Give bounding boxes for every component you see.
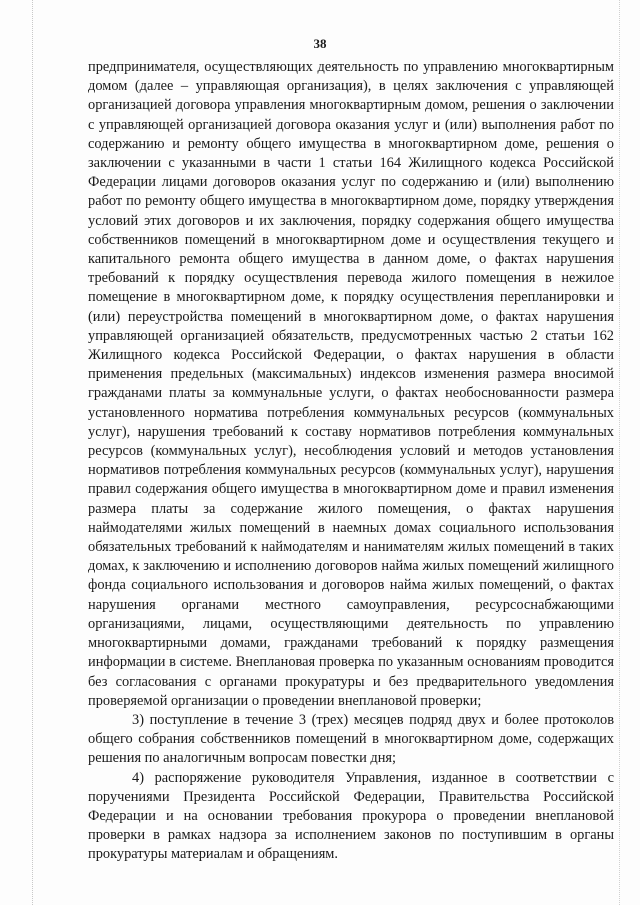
paragraph-continuation: предпринимателя, осуществляющих деятельность по управлению многоквартирным домом (далее – управляющая организация), в целях заключения с управляющей организацией договора управления многоквартирным домом, решения о заключении с управляющей организацией договора оказания услуг и (или) выполнения работ по содержанию и ремонту общего имущества в многоквартирном доме, решения о заключении с указанными в части 1 статьи 164 Жилищного кодекса Российской Федерации лицами договоров оказания услуг по содержанию и (или) выполнению работ по ремонту общего имущества в многоквартирном доме, порядку утверждения условий этих договоров и их заключения, порядку содержания общего имущества собственников помещений в многоквартирном доме и осуществления текущего и капитального ремонта общего имущества в данном доме, о фактах нарушения требований к порядку осуществления перевода жилого помещения в нежилое помещение в многоквартирном доме, к порядку осуществления перепланировки и (или) переустройства помещений в многоквартирном доме, о фактах нарушения управляющей организацией обязательств, предусмотренных частью 2 статьи 162 Жилищного кодекса Российской Федерации, о фактах нарушения в области применения предельных (максимальных) индексов изменения размера вносимой гражданами платы за коммунальные услуги, о фактах необоснованности размера установленного норматива потребления коммунальных ресурсов (коммунальных услуг), нарушения требований к составу нормативов потребления коммунальных ресурсов (коммунальных услуг), несоблюдения условий и методов установления нормативов потребления коммунальных ресурсов (коммунальных услуг), нарушения правил содержания общего имущества в многоквартирном доме и правил изменения размера платы за содержание жилого помещения, о фактах нарушения наймодателями жилых помещений в наемных домах социального использования обязательных требований к наймодателям и нанимателям жилых помещений в таких домах, к заключению и исполнению договоров найма жилых помещений жилищного фонда социального использования и договоров найма жилых помещений, о фактах нарушения органами местного самоуправления, ресурсоснабжающими организациями, лицами, осуществляющими деятельность по управлению многоквартирными домами, гражданами требований к порядку размещения информации в системе. Внеплановая проверка по указанным основаниям проводится без согласования с органами прокуратуры и без предварительного уведомления проверяемой организации о проведении внеплановой проверки; [88, 59, 614, 709]
page-number: 38 [313, 36, 327, 51]
paragraph-item-3: 3) поступление в течение 3 (трех) месяцев подряд двух и более протоколов общего собрания собственников помещений в многоквартирном доме, содержащих решения по аналогичным вопросам повестки дня; [88, 711, 614, 767]
document-body [88, 58, 614, 865]
left-scan-margin [6, 0, 33, 905]
paragraph-item-4: 4) распоряжение руководителя Управления, изданное в соответствии с поручениями Президента Российской Федерации, Правительства Российской Федерации и на основании требования прокурора о проведении внеплановой проверки в рамках надзора за исполнением законов по поступившим в органы прокуратуры материалам и обращениям. [88, 769, 614, 863]
right-scan-margin [619, 0, 634, 905]
